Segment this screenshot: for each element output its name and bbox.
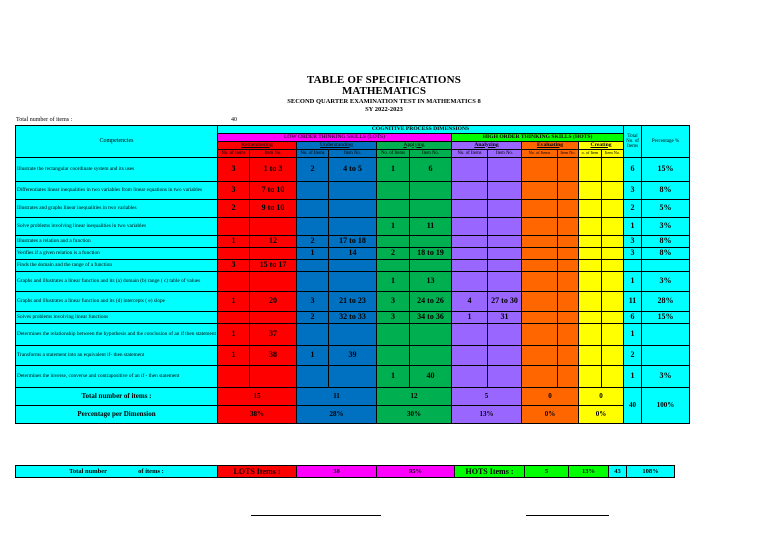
applying-count: 1 <box>377 366 410 388</box>
understanding-items: 4 to 5 <box>329 158 377 182</box>
cre-no-items-header: o. of Item <box>579 150 602 158</box>
evaluating-count <box>522 182 558 200</box>
cognitive-dimensions-header: COGNITIVE PROCESS DIMENSIONS <box>218 126 624 134</box>
lots-items-label: LOTS Items : <box>218 466 297 478</box>
creating-count <box>579 182 602 200</box>
row-percent: 3% <box>642 366 690 388</box>
app-item-no-header: Item No. <box>410 150 452 158</box>
table-row <box>16 182 690 200</box>
percent-dimension-label: Percentage per Dimension <box>16 406 218 424</box>
applying-items: 40 <box>410 366 452 388</box>
competency-cell: Graphs and illustrates a linear function and its (d) intercepts ( e) slope <box>16 292 218 312</box>
percent-creating: 0% <box>579 406 624 424</box>
analyzing-items <box>488 248 522 260</box>
understanding-count <box>297 324 329 346</box>
evaluating-items <box>558 312 579 324</box>
competency-cell: Determines the inverse, converse and contrapositive of an if - then statement <box>16 366 218 388</box>
remembering-count: 3 <box>218 158 250 182</box>
evaluating-count <box>522 248 558 260</box>
analyzing-items <box>488 218 522 236</box>
totals-applying: 12 <box>377 388 452 406</box>
understanding-items <box>329 182 377 200</box>
hots-items-value: 5 <box>525 466 569 478</box>
competencies-header: Competencies <box>16 126 218 158</box>
evaluating-count <box>522 292 558 312</box>
evaluating-count <box>522 346 558 366</box>
row-total: 2 <box>624 200 642 218</box>
creating-count <box>579 200 602 218</box>
applying-count: 3 <box>377 292 410 312</box>
remembering-items <box>250 366 297 388</box>
remembering-items <box>250 312 297 324</box>
summary-grand-percent: 108% <box>627 466 675 478</box>
applying-items: 18 to 19 <box>410 248 452 260</box>
table-row <box>16 346 690 366</box>
row-percent: 8% <box>642 182 690 200</box>
summary-grand-total: 43 <box>609 466 627 478</box>
grand-total-percent: 100% <box>642 388 690 424</box>
percent-applying: 30% <box>377 406 452 424</box>
evaluating-items <box>558 346 579 366</box>
und-no-items-header: No. of Items <box>297 150 329 158</box>
understanding-items <box>329 324 377 346</box>
competency-cell: Finds the domain and the range of a function <box>16 260 218 272</box>
row-percent: 3% <box>642 218 690 236</box>
competency-cell: Graphs and illustrates a linear function and its (a) domain (b) range ( c) table of values <box>16 272 218 292</box>
understanding-count: 1 <box>297 248 329 260</box>
remembering-count: 3 <box>218 182 250 200</box>
table-row <box>16 324 690 346</box>
applying-count: 1 <box>377 218 410 236</box>
analyzing-count: 1 <box>452 312 488 324</box>
applying-count: 1 <box>377 272 410 292</box>
understanding-count <box>297 200 329 218</box>
applying-count: 2 <box>377 248 410 260</box>
understanding-items: 32 to 33 <box>329 312 377 324</box>
table-row <box>16 292 690 312</box>
exam-title: SECOND QUARTER EXAMINATION TEST IN MATHEMATICS 8 <box>287 98 481 105</box>
remembering-items <box>250 248 297 260</box>
applying-items <box>410 324 452 346</box>
table-row <box>16 248 690 260</box>
und-item-no-header: Item No. <box>329 150 377 158</box>
remembering-items <box>250 272 297 292</box>
document-title: TABLE OF SPECIFICATIONS <box>306 74 462 86</box>
creating-count <box>579 346 602 366</box>
applying-count <box>377 200 410 218</box>
totals-evaluating: 0 <box>522 388 579 406</box>
understanding-items <box>329 272 377 292</box>
remembering-count: 1 <box>218 292 250 312</box>
understanding-count: 2 <box>297 236 329 248</box>
hots-items-percent: 13% <box>569 466 609 478</box>
table-row <box>16 272 690 292</box>
creating-items <box>602 346 624 366</box>
understanding-items: 17 to 18 <box>329 236 377 248</box>
cre-item-no-header: Item No. <box>602 150 624 158</box>
ana-no-items-header: No. of Items <box>452 150 488 158</box>
evaluating-count <box>522 236 558 248</box>
signature-line-left <box>251 515 381 516</box>
applying-header: Applying <box>377 142 452 150</box>
competency-cell: Transforms a statement into an equivalent if- then statement <box>16 346 218 366</box>
understanding-items <box>329 366 377 388</box>
percent-remembering: 38% <box>218 406 297 424</box>
understanding-count: 3 <box>297 292 329 312</box>
understanding-count <box>297 260 329 272</box>
table-row <box>16 218 690 236</box>
grand-total: 40 <box>624 388 642 424</box>
creating-count <box>579 324 602 346</box>
totals-creating: 0 <box>579 388 624 406</box>
remembering-count <box>218 366 250 388</box>
understanding-items <box>329 260 377 272</box>
evaluating-items <box>558 248 579 260</box>
evaluating-count <box>522 272 558 292</box>
percent-understanding: 28% <box>297 406 377 424</box>
evaluating-items <box>558 324 579 346</box>
creating-items <box>602 248 624 260</box>
remembering-count: 1 <box>218 324 250 346</box>
analyzing-items <box>488 272 522 292</box>
hots-items-label: HOTS Items : <box>455 466 525 478</box>
row-percent <box>642 260 690 272</box>
specification-table <box>15 125 690 424</box>
row-percent: 8% <box>642 248 690 260</box>
creating-items <box>602 272 624 292</box>
remembering-items: 9 to 10 <box>250 200 297 218</box>
summary-row <box>15 465 675 478</box>
evaluating-items <box>558 260 579 272</box>
table-row <box>16 236 690 248</box>
row-total: 3 <box>624 182 642 200</box>
percentage-header: Percentage % <box>642 126 690 158</box>
remembering-items: 7 to 10 <box>250 182 297 200</box>
understanding-count <box>297 182 329 200</box>
competency-cell: Verifies if a given relation is a function <box>16 248 218 260</box>
applying-items <box>410 260 452 272</box>
remembering-items: 37 <box>250 324 297 346</box>
understanding-count <box>297 366 329 388</box>
applying-count: 3 <box>377 312 410 324</box>
analyzing-items: 27 to 30 <box>488 292 522 312</box>
row-percent <box>642 346 690 366</box>
analyzing-items: 31 <box>488 312 522 324</box>
applying-count <box>377 346 410 366</box>
analyzing-count <box>452 346 488 366</box>
understanding-items <box>329 218 377 236</box>
analyzing-items <box>488 200 522 218</box>
evaluating-items <box>558 366 579 388</box>
row-total: 1 <box>624 324 642 346</box>
applying-items: 34 to 36 <box>410 312 452 324</box>
rem-item-no-header: Item No. <box>250 150 297 158</box>
row-total: 2 <box>624 346 642 366</box>
table-row <box>16 200 690 218</box>
evaluating-count <box>522 218 558 236</box>
row-percent: 8% <box>642 236 690 248</box>
creating-count <box>579 218 602 236</box>
understanding-count: 2 <box>297 158 329 182</box>
understanding-count <box>297 218 329 236</box>
evaluating-items <box>558 182 579 200</box>
applying-count <box>377 324 410 346</box>
evaluating-items <box>558 218 579 236</box>
analyzing-count <box>452 236 488 248</box>
remembering-header: Remembering <box>218 142 297 150</box>
remembering-items: 1 to 3 <box>250 158 297 182</box>
table-row <box>16 158 690 182</box>
understanding-count: 1 <box>297 346 329 366</box>
total-items-label: Total number of items : <box>16 117 73 123</box>
competency-cell: Solve problems involving linear inequalities in two variables <box>16 218 218 236</box>
evaluating-count <box>522 260 558 272</box>
creating-items <box>602 218 624 236</box>
evaluating-count <box>522 312 558 324</box>
row-total: 6 <box>624 312 642 324</box>
analyzing-count <box>452 272 488 292</box>
row-percent: 15% <box>642 312 690 324</box>
applying-items: 13 <box>410 272 452 292</box>
remembering-count <box>218 218 250 236</box>
evaluating-items <box>558 200 579 218</box>
analyzing-items <box>488 366 522 388</box>
remembering-count: 3 <box>218 260 250 272</box>
competency-cell: Differentiates linear inequalities in two variables from linear equations in two variables <box>16 182 218 200</box>
applying-count: 1 <box>377 158 410 182</box>
analyzing-count <box>452 324 488 346</box>
row-total: 6 <box>624 158 642 182</box>
analyzing-count <box>452 248 488 260</box>
evaluating-items <box>558 158 579 182</box>
creating-items <box>602 292 624 312</box>
lots-items-value: 38 <box>297 466 377 478</box>
row-total: 11 <box>624 292 642 312</box>
evaluating-header: Evaluating <box>522 142 579 150</box>
understanding-items <box>329 200 377 218</box>
understanding-header: Understanding <box>297 142 377 150</box>
creating-header: Creating <box>579 142 624 150</box>
row-total: 3 <box>624 236 642 248</box>
remembering-count <box>218 312 250 324</box>
applying-items <box>410 236 452 248</box>
creating-items <box>602 260 624 272</box>
table-row <box>16 312 690 324</box>
evaluating-count <box>522 200 558 218</box>
remembering-items: 12 <box>250 236 297 248</box>
analyzing-items <box>488 324 522 346</box>
creating-count <box>579 272 602 292</box>
analyzing-count <box>452 200 488 218</box>
creating-items <box>602 200 624 218</box>
understanding-items: 21 to 23 <box>329 292 377 312</box>
applying-items: 6 <box>410 158 452 182</box>
remembering-count <box>218 248 250 260</box>
subject-title: MATHEMATICS <box>342 85 426 97</box>
total-items-header: Total No. of Items <box>624 126 642 158</box>
summary-total-label <box>16 466 218 478</box>
analyzing-count: 4 <box>452 292 488 312</box>
row-percent: 5% <box>642 200 690 218</box>
analyzing-items <box>488 236 522 248</box>
applying-items: 11 <box>410 218 452 236</box>
percent-evaluating: 0% <box>522 406 579 424</box>
totals-analyzing: 5 <box>452 388 522 406</box>
creating-count <box>579 236 602 248</box>
row-total: 3 <box>624 248 642 260</box>
rem-no-items-header: No. of Items <box>218 150 250 158</box>
analyzing-count <box>452 260 488 272</box>
applying-count <box>377 260 410 272</box>
creating-items <box>602 312 624 324</box>
evaluating-items <box>558 236 579 248</box>
creating-count <box>579 292 602 312</box>
remembering-count: 1 <box>218 236 250 248</box>
competency-cell: Illustrate the rectangular coordinate system and its uses <box>16 158 218 182</box>
percent-analyzing: 13% <box>452 406 522 424</box>
applying-items <box>410 200 452 218</box>
ana-item-no-header: Item No. <box>488 150 522 158</box>
creating-count <box>579 158 602 182</box>
applying-items: 24 to 26 <box>410 292 452 312</box>
competency-cell: Illustrates a relation and a function <box>16 236 218 248</box>
understanding-count <box>297 272 329 292</box>
hots-header: HIGH ORDER THINKING SKILLS (HOTS) <box>452 134 624 142</box>
remembering-count: 2 <box>218 200 250 218</box>
evaluating-items <box>558 292 579 312</box>
app-no-items-header: No. of Items <box>377 150 410 158</box>
remembering-items: 38 <box>250 346 297 366</box>
row-total: 1 <box>624 366 642 388</box>
eva-no-items-header: No. of Items <box>522 150 558 158</box>
creating-items <box>602 158 624 182</box>
creating-count <box>579 248 602 260</box>
lots-header: LOW ORDER THINKING SKILLS (LOTS) <box>218 134 452 142</box>
applying-items <box>410 346 452 366</box>
analyzing-count <box>452 366 488 388</box>
analyzing-count <box>452 182 488 200</box>
evaluating-count <box>522 366 558 388</box>
competency-cell: Determines the relationship between the hypothesis and the conclusion of an if then statement <box>16 324 218 346</box>
creating-count <box>579 312 602 324</box>
lots-items-percent: 95% <box>377 466 455 478</box>
competency-cell: Solves problems involving linear functions <box>16 312 218 324</box>
table-row <box>16 366 690 388</box>
analyzing-items <box>488 260 522 272</box>
understanding-count: 2 <box>297 312 329 324</box>
row-percent: 28% <box>642 292 690 312</box>
applying-count <box>377 236 410 248</box>
signature-line-right <box>526 515 609 516</box>
totals-label: Total number of items : <box>16 388 218 406</box>
creating-count <box>579 260 602 272</box>
eva-item-no-header: Item No. <box>558 150 579 158</box>
remembering-items: 20 <box>250 292 297 312</box>
row-percent: 15% <box>642 158 690 182</box>
summary-total-label-a: Total number <box>69 468 107 475</box>
remembering-items <box>250 218 297 236</box>
row-total: 1 <box>624 272 642 292</box>
row-percent: 3% <box>642 272 690 292</box>
analyzing-count <box>452 218 488 236</box>
school-year: SY 2022-2023 <box>365 106 403 113</box>
creating-count <box>579 366 602 388</box>
creating-items <box>602 366 624 388</box>
row-total: 1 <box>624 218 642 236</box>
analyzing-items <box>488 346 522 366</box>
totals-remembering: 15 <box>218 388 297 406</box>
evaluating-items <box>558 272 579 292</box>
applying-items <box>410 182 452 200</box>
remembering-count: 1 <box>218 346 250 366</box>
evaluating-count <box>522 324 558 346</box>
creating-items <box>602 324 624 346</box>
row-total <box>624 260 642 272</box>
analyzing-count <box>452 158 488 182</box>
row-percent <box>642 324 690 346</box>
understanding-items: 39 <box>329 346 377 366</box>
summary-total-label-b: of items : <box>138 468 164 475</box>
creating-items <box>602 182 624 200</box>
remembering-items: 15 to 17 <box>250 260 297 272</box>
analyzing-items <box>488 158 522 182</box>
analyzing-items <box>488 182 522 200</box>
understanding-items: 14 <box>329 248 377 260</box>
totals-understanding: 11 <box>297 388 377 406</box>
applying-count <box>377 182 410 200</box>
analyzing-header: Analyzing <box>452 142 522 150</box>
table-row <box>16 260 690 272</box>
evaluating-count <box>522 158 558 182</box>
competency-cell: Illustrates and graphs linear inequalities in two variables <box>16 200 218 218</box>
creating-items <box>602 236 624 248</box>
total-items-value: 40 <box>231 117 237 123</box>
remembering-count <box>218 272 250 292</box>
